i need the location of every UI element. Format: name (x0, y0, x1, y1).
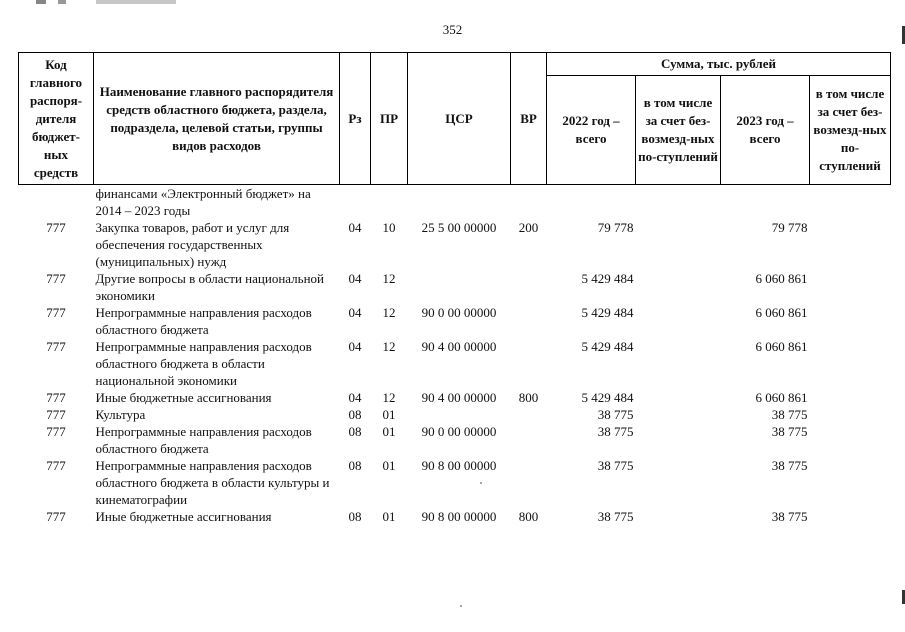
page-number: 352 (442, 22, 463, 37)
cell-rz: 04 (348, 390, 362, 405)
cell-code: 777 (46, 458, 66, 473)
header-name: Наименование главного распорядителя средств областного бюджета, раздела, подраздела, целевой статьи, группы видов расходов (94, 53, 340, 185)
table-row (19, 219, 891, 270)
cell-2022 (547, 185, 636, 220)
cell-csr (408, 406, 511, 423)
cell-code: 777 (46, 305, 66, 320)
cell-code: 777 (46, 271, 66, 286)
cell-name: Непрограммные направления расходов областного бюджета (95, 305, 312, 337)
cell-rz: 04 (348, 305, 362, 320)
cell-rz (340, 185, 371, 220)
cell-2022: 79 778 (597, 220, 634, 235)
header-2022-free: в том числе за счет без-возмезд-ных по-ступлений (636, 76, 721, 185)
cell-csr (408, 270, 511, 304)
cell-vr: 800 (518, 509, 539, 524)
header-rz: Рз (340, 53, 371, 185)
header-code: Код главного распоря-дителя бюджет-ных средств (19, 53, 94, 185)
cell-name: Закупка товаров, работ и услуг для обеспечения государственных (муниципальных) нужд (95, 220, 290, 269)
table-header (19, 53, 891, 185)
cell-2023: 38 775 (771, 407, 808, 422)
cell-name: Иные бюджетные ассигнования (95, 509, 272, 524)
header-sum-group: Сумма, тыс. рублей (547, 53, 891, 76)
cell-2022-free (636, 304, 721, 338)
cell-2023: 38 775 (771, 458, 808, 473)
cell-name: финансами «Электронный бюджет» на 2014 – 2023 годы (94, 185, 340, 220)
table-row (19, 338, 891, 389)
cell-code: 777 (46, 509, 66, 524)
cell-csr: 90 8 00 00000 (421, 458, 497, 473)
cell-2022-free (636, 508, 721, 525)
cell-rz: 04 (348, 271, 362, 286)
cell-2022-free (636, 457, 721, 508)
header-vr: ВР (511, 53, 547, 185)
cell-2022: 5 429 484 (581, 390, 634, 405)
cell-2023-free (810, 389, 891, 406)
cell-2023-free (810, 270, 891, 304)
cell-2023: 38 775 (771, 509, 808, 524)
cell-2022: 38 775 (597, 509, 634, 524)
cell-name: Другие вопросы в области национальной экономики (95, 271, 324, 303)
table-row (19, 270, 891, 304)
cell-2023: 6 060 861 (755, 390, 808, 405)
cell-2023-free (810, 406, 891, 423)
cell-pr: 01 (382, 509, 396, 524)
cell-2022-free (636, 338, 721, 389)
header-csr: ЦСР (408, 53, 511, 185)
cell-2023-free (810, 219, 891, 270)
cell-rz: 08 (348, 407, 362, 422)
cell-rz: 08 (348, 424, 362, 439)
header-pr: ПР (371, 53, 408, 185)
cell-pr: 12 (382, 390, 396, 405)
cell-pr: 01 (382, 424, 396, 439)
cell-pr: 12 (382, 271, 396, 286)
cell-2022-free (636, 185, 721, 220)
cell-2023: 6 060 861 (755, 339, 808, 354)
cell-csr: 90 0 00 00000 (421, 305, 497, 320)
header-2023-total: 2023 год – всего (721, 76, 810, 185)
table-row (19, 406, 891, 423)
cell-vr (511, 457, 547, 508)
cell-name: Непрограммные направления расходов областного бюджета в области культуры и кинематографии (95, 458, 330, 507)
table-row (19, 389, 891, 406)
table-row (19, 185, 891, 220)
cell-2022-free (636, 219, 721, 270)
cell-name: Иные бюджетные ассигнования (95, 390, 272, 405)
table-body (19, 185, 891, 526)
cell-rz: 04 (348, 220, 362, 235)
cell-2022: 38 775 (597, 407, 634, 422)
cell-pr (371, 185, 408, 220)
header-2023-free: в том числе за счет без-возмезд-ных по-ступлений (810, 76, 891, 185)
cell-name: Культура (95, 407, 146, 422)
cell-csr (408, 185, 511, 220)
cell-2022: 5 429 484 (581, 305, 634, 320)
table-row (19, 508, 891, 525)
cell-code: 777 (46, 220, 66, 235)
cell-name: Непрограммные направления расходов областного бюджета (95, 424, 312, 456)
cell-2023: 79 778 (771, 220, 808, 235)
cell-name: Непрограммные направления расходов областного бюджета в области национальной экономики (95, 339, 312, 388)
cell-2023-free (810, 304, 891, 338)
cell-vr (511, 304, 547, 338)
cell-csr: 90 8 00 00000 (421, 509, 497, 524)
cell-csr: 90 4 00 00000 (421, 339, 497, 354)
cell-2022: 5 429 484 (581, 339, 634, 354)
cell-csr: 90 4 00 00000 (421, 390, 497, 405)
cell-rz: 08 (348, 509, 362, 524)
cell-2023: 6 060 861 (755, 305, 808, 320)
cell-2023-free (810, 338, 891, 389)
table-row (19, 457, 891, 508)
cell-2022-free (636, 423, 721, 457)
cell-code (19, 185, 94, 220)
cell-code: 777 (46, 339, 66, 354)
table-row (19, 304, 891, 338)
cell-2023-free (810, 508, 891, 525)
cell-csr: 25 5 00 00000 (421, 220, 497, 235)
cell-2023: 38 775 (771, 424, 808, 439)
cell-code: 777 (46, 424, 66, 439)
cell-vr: 200 (518, 220, 539, 235)
cell-pr: 10 (382, 220, 396, 235)
cell-vr (511, 406, 547, 423)
cell-2022-free (636, 406, 721, 423)
cell-pr: 01 (382, 458, 396, 473)
cell-2022-free (636, 270, 721, 304)
cell-2022: 38 775 (597, 424, 634, 439)
cell-vr: 800 (518, 390, 539, 405)
budget-table (18, 52, 891, 525)
cell-2023: 6 060 861 (755, 271, 808, 286)
table-row (19, 423, 891, 457)
scan-artifact (36, 0, 176, 4)
cell-2023-free (810, 423, 891, 457)
cell-vr (511, 423, 547, 457)
cell-code: 777 (46, 407, 66, 422)
cell-2023-free (810, 185, 891, 220)
cell-pr: 12 (382, 339, 396, 354)
cell-rz: 08 (348, 458, 362, 473)
cell-2022-free (636, 389, 721, 406)
header-2022-total: 2022 год – всего (547, 76, 636, 185)
cell-vr (511, 270, 547, 304)
cell-csr: 90 0 00 00000 (421, 424, 497, 439)
cell-2022: 38 775 (597, 458, 634, 473)
cell-2022: 5 429 484 (581, 271, 634, 286)
cell-vr (511, 338, 547, 389)
cell-code: 777 (46, 390, 66, 405)
cell-vr (511, 185, 547, 220)
scan-speck (460, 605, 462, 607)
cell-2023 (721, 185, 810, 220)
cell-pr: 12 (382, 305, 396, 320)
cell-pr: 01 (382, 407, 396, 422)
cell-2023-free (810, 457, 891, 508)
cell-rz: 04 (348, 339, 362, 354)
